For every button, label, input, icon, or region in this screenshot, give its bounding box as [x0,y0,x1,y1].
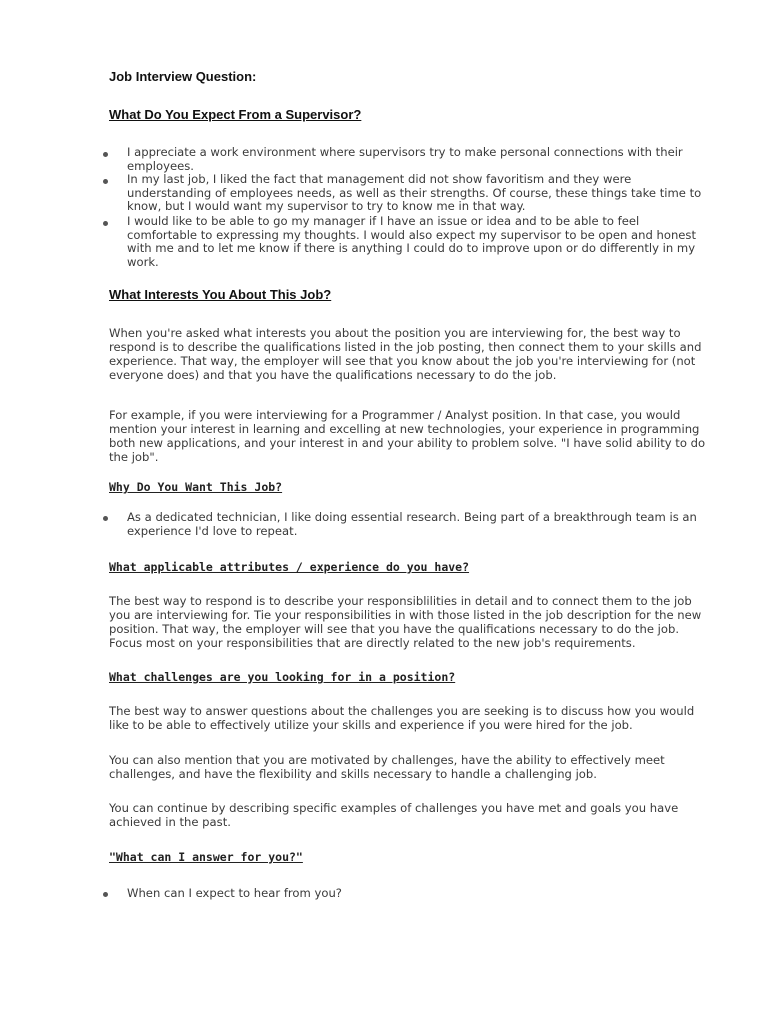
bullet-icon [103,221,108,226]
bullet-icon [103,152,108,157]
document-title: Job Interview Question: [109,69,257,84]
paragraph: The best way to respond is to describe your responsiblilities in detail and to connect them to the job you are interviewing for. Tie your responsibilities in with those listed in the job description for the new position. That way, the employer will see that you have the qualifications necessary to do the job. Focus most on your responsibilities that are directly related to the new job's requirements. [109,594,702,650]
list-item: As a dedicated technician, I like doing essential research. Being part of a breakthrough team is an experience I'd love to repeat. [127,510,697,538]
list-item: In my last job, I liked the fact that management did not show favoritism and they were understanding of employees needs, as well as their strengths. Of course, these things take time to know, but I would want my supervisor to try to know me in that way. [127,172,702,213]
section-heading-attributes: What applicable attributes / experience do you have? [109,560,470,574]
list-item: When can I expect to hear from you? [127,886,342,900]
section-heading-supervisor: What Do You Expect From a Supervisor? [109,107,362,122]
paragraph: The best way to answer questions about the challenges you are seeking is to discuss how you would like to be able to effectively utilize your skills and experience if you were hired for the job. [109,704,695,732]
section-heading-interests: What Interests You About This Job? [109,287,332,302]
bullet-icon [103,892,108,897]
paragraph: For example, if you were interviewing for a Programmer / Analyst position. In that case, you would mention your interest in learning and excelling at new technologies, your experience in programming both new applications, and your interest in and your ability to problem solve. "I have solid ability to do the job". [109,408,706,464]
section-heading-challenges: What challenges are you looking for in a position? [109,670,456,684]
list-item: I would like to be able to go my manager if I have an issue or idea and to be able to feel comfortable to expressing my thoughts. I would also expect my supervisor to be open and honest with me and to let me know if there is anything I could do to improve upon or do differently in my work. [127,214,697,269]
list-item: I appreciate a work environment where supervisors try to make personal connections with their employees. [127,145,683,173]
paragraph: You can continue by describing specific examples of challenges you have met and goals you have achieved in the past. [109,801,679,829]
bullet-icon [103,179,108,184]
paragraph: When you're asked what interests you about the position you are interviewing for, the best way to respond is to describe the qualifications listed in the job posting, then connect them to your skills and experience. That way, the employer will see that you know about the job you're interviewing for (not everyone does) and that you have the qualifications necessary to do the job. [109,326,702,382]
bullet-icon [103,516,108,521]
section-heading-why-job: Why Do You Want This Job? [109,480,283,494]
paragraph: You can also mention that you are motivated by challenges, have the ability to effectively meet challenges, and have the flexibility and skills necessary to handle a challenging job. [109,753,665,781]
section-heading-answer: "What can I answer for you?" [109,850,303,864]
